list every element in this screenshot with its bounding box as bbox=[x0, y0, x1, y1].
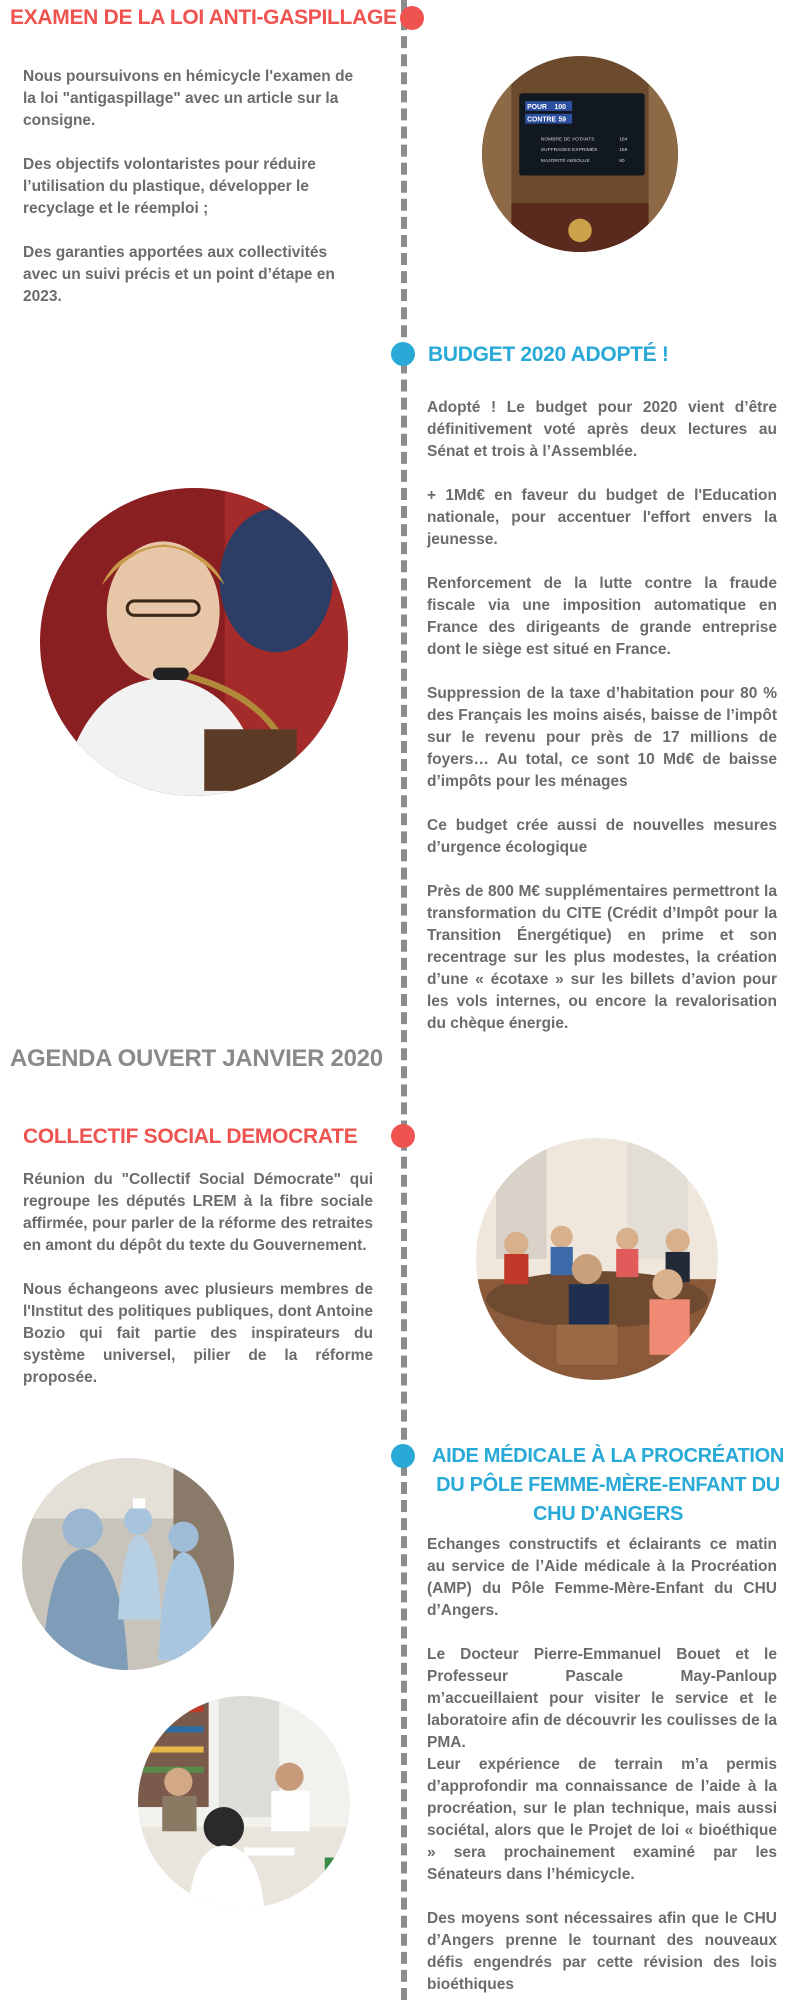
vote-label: POUR bbox=[527, 103, 547, 111]
section-text-gaspillage bbox=[23, 66, 363, 308]
timeline-dot bbox=[391, 1124, 415, 1148]
vote-label: SUFFRAGES EXPRIMÉS bbox=[540, 148, 598, 154]
paragraph: Renforcement de la lutte contre la fraude fiscale via une imposition automatique en France des dirigeants de grande entreprise dont le siège est situé en France. bbox=[427, 575, 777, 658]
amp-lab-photo bbox=[22, 1458, 234, 1670]
vote-value: 159 bbox=[619, 148, 628, 154]
paragraph: Nous poursuivons en hémicycle l'examen de la loi "antigaspillage" avec un article sur la consigne. bbox=[23, 68, 354, 129]
vote-value: 59 bbox=[558, 116, 567, 124]
paragraph: Suppression de la taxe d’habitation pour 80 % des Français les moins aisés, baisse de l’impôt sur le revenu pour près de 17 millions de foyers… Au total, ce sont 10 Md€ de baisse d’impôts pour les ménages bbox=[427, 685, 777, 790]
timeline-line bbox=[401, 0, 407, 2000]
section-title-amp: AIDE MÉDICALE À LA PROCRÉATION DU PÔLE FEMME-MÈRE-ENFANT DU CHU D'ANGERS bbox=[431, 1445, 785, 1525]
paragraph: Près de 800 M€ supplémentaires permettront la transformation du CITE (Crédit d’Impôt pour la Transition Énergétique) en prime et son recentrage sur les plus modestes, la création d’une « écotaxe » sur les billets d’avion pour les vols internes, ou encore la revalorisation du chèque énergie. bbox=[427, 883, 777, 1032]
section-title-gaspillage: EXAMEN DE LA LOI ANTI-GASPILLAGE bbox=[10, 6, 397, 29]
section-text-budget bbox=[427, 397, 777, 1035]
paragraph: Echanges constructifs et éclairants ce matin au service de l’Aide médicale à la Procréation (AMP) du Pôle Femme-Mère-Enfant du CHU d’Angers. bbox=[427, 1536, 777, 1619]
vote-value: 100 bbox=[554, 103, 566, 111]
section-text-amp bbox=[427, 1534, 777, 1996]
vote-value: 80 bbox=[619, 158, 625, 164]
timeline-dot bbox=[391, 342, 415, 366]
timeline-dot bbox=[400, 6, 424, 30]
section-text-collectif bbox=[23, 1169, 373, 1389]
section-title-budget: BUDGET 2020 ADOPTÉ ! bbox=[428, 343, 669, 366]
paragraph: Des garanties apportées aux collectivités avec un suivi précis et un point d’étape en 2023. bbox=[23, 244, 335, 305]
paragraph: Des moyens sont nécessaires afin que le CHU d’Angers prenne le tournant des nouveaux défis engendrés par cette révision des lois bioéthiques bbox=[427, 1910, 777, 1993]
vote-value: 184 bbox=[619, 137, 628, 143]
amp-meeting-photo bbox=[138, 1696, 350, 1908]
agenda-title: AGENDA OUVERT JANVIER 2020 bbox=[10, 1045, 383, 1072]
section-title-collectif: COLLECTIF SOCIAL DEMOCRATE bbox=[23, 1125, 358, 1148]
paragraph: Nous échangeons avec plusieurs membres de l'Institut des politiques publiques, dont Antoine Bozio qui fait partie des inspirateurs du système universel, pilier de la réforme proposée. bbox=[23, 1281, 373, 1386]
paragraph: Leur expérience de terrain m’a permis d’approfondir ma connaissance de l’aide à la procréation, sur le plan technique, mais aussi sociétal, alors que le Projet de loi « bioéthique » sera prochainement examiné par les Sénateurs dans l’hémicycle. bbox=[427, 1756, 777, 1883]
paragraph: Des objectifs volontaristes pour réduire l’utilisation du plastique, développer le recyclage et le réemploi ; bbox=[23, 156, 316, 217]
paragraph: Réunion du "Collectif Social Démocrate" qui regroupe les députés LREM à la fibre sociale affirmée, pour parler de la réforme des retraites en amont du dépôt du texte du Gouvernement. bbox=[23, 1171, 373, 1254]
paragraph: Adopté ! Le budget pour 2020 vient d’être définitivement voté après deux lectures au Sénat et trois à l’Assemblée. bbox=[427, 399, 777, 460]
vote-label: NOMBRE DE VOTANTS bbox=[540, 137, 595, 143]
vote-label: MAJORITÉ ABSOLUE bbox=[540, 158, 590, 164]
hemicycle-vote-photo bbox=[482, 56, 678, 252]
vote-label: CONTRE bbox=[527, 116, 557, 124]
paragraph: + 1Md€ en faveur du budget de l'Education nationale, pour accentuer l'effort envers la jeunesse. bbox=[427, 487, 777, 548]
paragraph: Le Docteur Pierre-Emmanuel Bouet et le Professeur Pascale May-Panloup m’accueillaient pour visiter le service et le laboratoire afin de découvrir les coulisses de la PMA. bbox=[427, 1646, 777, 1751]
collectif-meeting-photo bbox=[476, 1138, 718, 1380]
paragraph: Ce budget crée aussi de nouvelles mesures d’urgence écologique bbox=[427, 817, 777, 856]
timeline-dot bbox=[391, 1444, 415, 1468]
budget-speech-photo bbox=[40, 488, 348, 796]
